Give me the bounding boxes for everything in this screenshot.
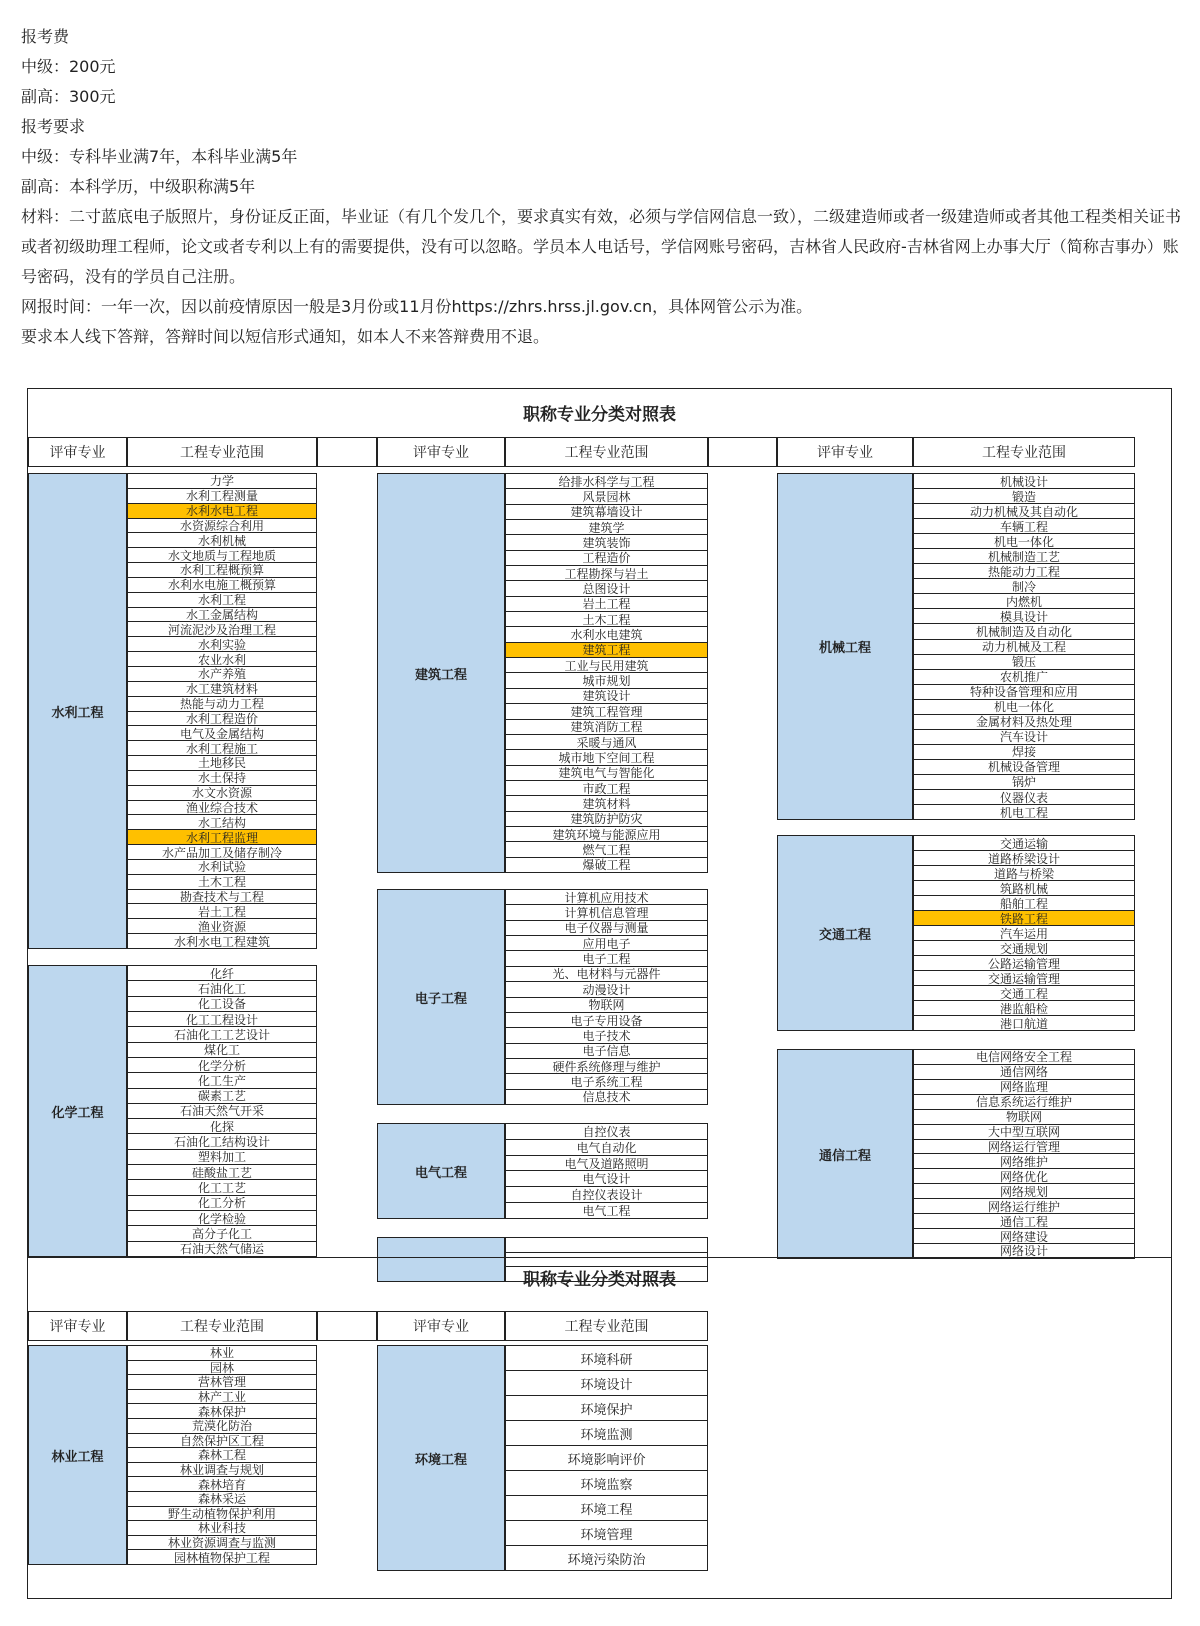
- scope-item: 建筑装饰: [506, 535, 707, 550]
- scope-item: 水产品加工及储存制冷: [128, 845, 316, 860]
- scope-item: 石油天然气开采: [128, 1104, 316, 1119]
- fee-senior: 副高：300元: [21, 87, 116, 106]
- scope-item: 机械制造工艺: [914, 549, 1134, 564]
- scope-item: 船舶工程: [914, 896, 1134, 911]
- scope-item: 农机推广: [914, 670, 1134, 685]
- scope-item: 车辆工程: [914, 519, 1134, 534]
- scope-item: 信息系统运行维护: [914, 1095, 1134, 1110]
- defense-notice: 要求本人线下答辩，答辩时间以短信形式通知，如本人不来答辩费用不退。: [21, 327, 550, 346]
- category-name: 建筑工程: [377, 473, 505, 873]
- scope-item: 森林保护: [128, 1404, 316, 1419]
- scope-item: 水利水电工程建筑: [128, 934, 316, 949]
- scope-item: 森林工程: [128, 1448, 316, 1463]
- scope-item: 水土保持: [128, 771, 316, 786]
- scope-item: 水利水电工程: [128, 504, 316, 519]
- scope-item: 水产养殖: [128, 667, 316, 682]
- scope-item: 筑路机械: [914, 881, 1134, 896]
- scope-item: 建筑幕墙设计: [506, 505, 707, 520]
- scope-list: [127, 473, 317, 949]
- scope-item: 水利试验: [128, 860, 316, 875]
- scope-item: 林业资源调查与监测: [128, 1536, 316, 1551]
- scope-item: 交通运输管理: [914, 971, 1134, 986]
- scope-item: 水利工程概预算: [128, 563, 316, 578]
- table-title-2: 职称专业分类对照表: [28, 1257, 1171, 1302]
- category-block-tongxin: [777, 1049, 1135, 1259]
- scope-item: 汽车运用: [914, 926, 1134, 941]
- scope-item: 化工生产: [128, 1073, 316, 1088]
- scope-item: 化探: [128, 1119, 316, 1134]
- scope-item: 化工工程设计: [128, 1012, 316, 1027]
- scope-item: 动漫设计: [506, 982, 707, 997]
- scope-item: 渔业资源: [128, 919, 316, 934]
- scope-list: [505, 889, 708, 1105]
- category-block-jixie: [777, 473, 1135, 820]
- scope-item: 硬件系统修理与维护: [506, 1059, 707, 1074]
- scope-item: 网络监理: [914, 1080, 1134, 1095]
- scope-item: 建筑防护防灾: [506, 812, 707, 827]
- scope-item: 动力机械及工程: [914, 640, 1134, 655]
- scope-item: 水文地质与工程地质: [128, 548, 316, 563]
- scope-item: 自控仪表设计: [506, 1187, 707, 1203]
- scope-item: 网络维护: [914, 1154, 1134, 1169]
- scope-item: 机械设备管理: [914, 760, 1134, 775]
- category-name: 电子工程: [377, 889, 505, 1105]
- scope-list: [913, 473, 1135, 820]
- scope-item: 电气及金属结构: [128, 726, 316, 741]
- scope-item: 石油天然气储运: [128, 1242, 316, 1257]
- scope-item: 公路运输管理: [914, 956, 1134, 971]
- scope-item: 机械制造及自动化: [914, 624, 1134, 639]
- scope-item: 电子工程: [506, 951, 707, 966]
- scope-item: 煤化工: [128, 1043, 316, 1058]
- category-name: 交通工程: [777, 835, 913, 1031]
- scope-item: 水利工程监理: [128, 830, 316, 845]
- scope-item: 交通规划: [914, 941, 1134, 956]
- scope-item: 荒漠化防治: [128, 1419, 316, 1434]
- scope-item: 林业: [128, 1346, 316, 1361]
- scope-item: 石油化工结构设计: [128, 1134, 316, 1149]
- fee-heading: 报考费: [21, 27, 70, 46]
- scope-item: 通信网络: [914, 1065, 1134, 1080]
- scope-item: 化学检验: [128, 1211, 316, 1226]
- scope-item: 建筑电气与智能化: [506, 766, 707, 781]
- scope-item: 石油化工工艺设计: [128, 1027, 316, 1042]
- scope-item: 水利机械: [128, 533, 316, 548]
- category-block-jiaotong: [777, 835, 1135, 1031]
- scope-item: 港口航道: [914, 1016, 1134, 1031]
- scope-item: 工程造价: [506, 551, 707, 566]
- scope-item: 爆破工程: [506, 858, 707, 873]
- scope-item: 水利水电建筑: [506, 627, 707, 642]
- scope-item: 建筑工程: [506, 643, 707, 658]
- scope-list: [127, 1345, 317, 1565]
- scope-item: 自控仪表: [506, 1124, 707, 1140]
- category-name: 电气工程: [377, 1123, 505, 1219]
- category-block-huanjing: [377, 1345, 708, 1571]
- requirement-senior: 副高：本科学历，中级职称满5年: [21, 177, 256, 196]
- scope-item: 硅酸盐工艺: [128, 1165, 316, 1180]
- category-name: 化学工程: [28, 965, 127, 1257]
- scope-item: 水工金属结构: [128, 608, 316, 623]
- scope-item: 环境管理: [506, 1521, 707, 1546]
- scope-item: 热能与动力工程: [128, 697, 316, 712]
- category-block-shuili: [28, 473, 317, 949]
- header-category: 评审专业: [377, 1311, 505, 1341]
- scope-item: 市政工程: [506, 781, 707, 796]
- scope-item: 电信网络安全工程: [914, 1050, 1134, 1065]
- scope-item: 机械设计: [914, 474, 1134, 489]
- classification-table: [27, 388, 1172, 1599]
- scope-item: 水文水资源: [128, 786, 316, 801]
- scope-item: 电气及道路照明: [506, 1156, 707, 1172]
- scope-item: 土地移民: [128, 756, 316, 771]
- scope-item: 城市规划: [506, 673, 707, 688]
- materials-text: 材料：二寸蓝底电子版照片，身份证反正面，毕业证（有几个发几个，要求真实有效，必须与学信网信息一致），二级建造师或者一级建造师或者其他工程类相关证书或者初级助理工程师，论文或者专利以上有的需要提供，没有可以忽略。学员本人电话号，学信网账号密码，吉林省人民政府-吉林省网上办事大厅（简称吉事办）账号密码，没有的学员自己注册。: [21, 207, 1182, 286]
- scope-item: 环境监察: [506, 1471, 707, 1496]
- scope-item: 岩土工程: [128, 904, 316, 919]
- header-category: 评审专业: [28, 437, 127, 467]
- scope-list: [913, 1049, 1135, 1259]
- scope-item: 电子技术: [506, 1028, 707, 1043]
- scope-item: 电子信息: [506, 1044, 707, 1059]
- scope-item: 水利工程造价: [128, 712, 316, 727]
- category-block-huaxue: [28, 965, 317, 1257]
- scope-item: 林业科技: [128, 1521, 316, 1536]
- scope-item: 物联网: [914, 1110, 1134, 1125]
- intro-section: [21, 22, 1181, 352]
- scope-item: 林业调查与规划: [128, 1463, 316, 1478]
- category-name: 机械工程: [777, 473, 913, 820]
- category-block-dianqi: [377, 1123, 708, 1219]
- scope-item: 港监船检: [914, 1001, 1134, 1016]
- header-category: 评审专业: [28, 1311, 127, 1341]
- scope-item: 锅炉: [914, 775, 1134, 790]
- scope-list: [505, 473, 708, 873]
- scope-item: 机电一体化: [914, 534, 1134, 549]
- scope-list: [127, 965, 317, 1257]
- scope-item: 道路与桥梁: [914, 866, 1134, 881]
- scope-item: 环境工程: [506, 1496, 707, 1521]
- scope-item: 燃气工程: [506, 842, 707, 857]
- scope-item: 环境保护: [506, 1396, 707, 1421]
- scope-item: 化学分析: [128, 1058, 316, 1073]
- scope-item: 石油化工: [128, 981, 316, 996]
- scope-item: 环境科研: [506, 1346, 707, 1371]
- scope-item: 农业水利: [128, 652, 316, 667]
- scope-item: 采暖与通风: [506, 735, 707, 750]
- scope-item: 森林采运: [128, 1492, 316, 1507]
- scope-item: 水利工程测量: [128, 489, 316, 504]
- scope-item: 网络优化: [914, 1169, 1134, 1184]
- registration-time: 网报时间：一年一次，因以前疫情原因一般是3月份或11月份https://zhrs.hrss.jl.gov.cn，具体网管公示为准。: [21, 297, 813, 316]
- scope-item: 电气设计: [506, 1171, 707, 1187]
- scope-item: 河流泥沙及治理工程: [128, 622, 316, 637]
- scope-item: 网络运行管理: [914, 1140, 1134, 1155]
- scope-item: 园林: [128, 1361, 316, 1376]
- header-gap: [708, 437, 777, 467]
- scope-item: 工程勘探与岩土: [506, 566, 707, 581]
- scope-item: 大中型互联网: [914, 1125, 1134, 1140]
- scope-item: 水工建筑材料: [128, 682, 316, 697]
- empty-row: [506, 1238, 707, 1253]
- scope-item: 网络运行维护: [914, 1199, 1134, 1214]
- category-block-linye: [28, 1345, 317, 1565]
- scope-item: 网络建设: [914, 1229, 1134, 1244]
- category-name: 环境工程: [377, 1345, 505, 1571]
- scope-item: 林产工业: [128, 1390, 316, 1405]
- category-name: 水利工程: [28, 473, 127, 949]
- table-title: 职称专业分类对照表: [523, 405, 676, 425]
- scope-item: 碳素工艺: [128, 1089, 316, 1104]
- scope-item: 模具设计: [914, 609, 1134, 624]
- scope-item: 建筑设计: [506, 689, 707, 704]
- requirement-intermediate: 中级：专科毕业满7年，本科毕业满5年: [21, 147, 298, 166]
- scope-item: 森林培育: [128, 1477, 316, 1492]
- scope-item: 汽车设计: [914, 730, 1134, 745]
- scope-item: 电气自动化: [506, 1140, 707, 1156]
- category-block-jianzhu: [377, 473, 708, 873]
- scope-item: 勘查技术与工程: [128, 890, 316, 905]
- scope-item: 电子专用设备: [506, 1013, 707, 1028]
- scope-item: 建筑环境与能源应用: [506, 827, 707, 842]
- scope-item: 道路桥梁设计: [914, 851, 1134, 866]
- category-name: 林业工程: [28, 1345, 127, 1565]
- scope-item: 建筑消防工程: [506, 720, 707, 735]
- scope-item: 锻压: [914, 655, 1134, 670]
- header-gap: [317, 437, 377, 467]
- scope-item: 化工设备: [128, 997, 316, 1012]
- header-category: 评审专业: [777, 437, 913, 467]
- scope-item: 水利水电施工概预算: [128, 578, 316, 593]
- scope-item: 焊接: [914, 745, 1134, 760]
- scope-list: [505, 1123, 708, 1219]
- header-gap: [317, 1311, 377, 1341]
- scope-item: 工业与民用建筑: [506, 658, 707, 673]
- scope-item: 信息技术: [506, 1090, 707, 1105]
- header-scope: 工程专业范围: [127, 1311, 317, 1341]
- scope-item: 环境设计: [506, 1371, 707, 1396]
- scope-item: 水利工程施工: [128, 741, 316, 756]
- scope-item: 机电工程: [914, 805, 1134, 820]
- scope-item: 环境影响评价: [506, 1446, 707, 1471]
- scope-item: 物联网: [506, 998, 707, 1013]
- scope-item: 建筑学: [506, 520, 707, 535]
- scope-item: 塑料加工: [128, 1150, 316, 1165]
- scope-item: 水资源综合利用: [128, 519, 316, 534]
- scope-item: 岩土工程: [506, 597, 707, 612]
- header-scope: 工程专业范围: [505, 437, 708, 467]
- scope-item: 电子系统工程: [506, 1074, 707, 1089]
- scope-item: 应用电子: [506, 936, 707, 951]
- scope-item: 城市地下空间工程: [506, 750, 707, 765]
- scope-item: 建筑材料: [506, 796, 707, 811]
- category-name: 通信工程: [777, 1049, 913, 1259]
- header-scope: 工程专业范围: [127, 437, 317, 467]
- scope-item: 水工结构: [128, 815, 316, 830]
- scope-item: 环境监测: [506, 1421, 707, 1446]
- scope-item: 通信工程: [914, 1214, 1134, 1229]
- requirements-heading: 报考要求: [21, 117, 86, 136]
- scope-item: 网络规划: [914, 1184, 1134, 1199]
- scope-item: 制冷: [914, 579, 1134, 594]
- scope-item: 化纤: [128, 966, 316, 981]
- category-block-dianzi: [377, 889, 708, 1105]
- scope-item: 渔业综合技术: [128, 801, 316, 816]
- scope-item: 金属材料及热处理: [914, 715, 1134, 730]
- scope-item: 铁路工程: [914, 911, 1134, 926]
- scope-item: 高分子化工: [128, 1226, 316, 1241]
- scope-item: 光、电材料与元器件: [506, 967, 707, 982]
- scope-item: 交通工程: [914, 986, 1134, 1001]
- scope-item: 仪器仪表: [914, 790, 1134, 805]
- scope-item: 风景园林: [506, 489, 707, 504]
- scope-item: 给排水科学与工程: [506, 474, 707, 489]
- header-scope: 工程专业范围: [913, 437, 1135, 467]
- scope-item: 野生动植物保护利用: [128, 1507, 316, 1522]
- scope-item: 电气工程: [506, 1203, 707, 1219]
- scope-item: 锻造: [914, 489, 1134, 504]
- header-scope: 工程专业范围: [505, 1311, 708, 1341]
- scope-item: 园林植物保护工程: [128, 1550, 316, 1565]
- scope-item: 力学: [128, 474, 316, 489]
- scope-item: 内燃机: [914, 594, 1134, 609]
- scope-item: 建筑工程管理: [506, 704, 707, 719]
- scope-item: 网络设计: [914, 1244, 1134, 1259]
- scope-item: 土木工程: [506, 612, 707, 627]
- scope-item: 电子仪器与测量: [506, 921, 707, 936]
- scope-item: 环境污染防治: [506, 1546, 707, 1571]
- scope-item: 总图设计: [506, 581, 707, 596]
- scope-item: 计算机信息管理: [506, 905, 707, 920]
- fee-intermediate: 中级：200元: [21, 57, 116, 76]
- scope-item: 特种设备管理和应用: [914, 685, 1134, 700]
- scope-item: 水利工程: [128, 593, 316, 608]
- scope-item: 化工分析: [128, 1196, 316, 1211]
- scope-item: 计算机应用技术: [506, 890, 707, 905]
- scope-item: 营林管理: [128, 1375, 316, 1390]
- scope-item: 土木工程: [128, 875, 316, 890]
- header-category: 评审专业: [377, 437, 505, 467]
- scope-item: 自然保护区工程: [128, 1434, 316, 1449]
- scope-list: [505, 1345, 708, 1571]
- scope-item: 水利实验: [128, 637, 316, 652]
- scope-item: 机电一体化: [914, 700, 1134, 715]
- scope-item: 化工工艺: [128, 1180, 316, 1195]
- scope-item: 热能动力工程: [914, 564, 1134, 579]
- scope-list: [913, 835, 1135, 1031]
- scope-item: 动力机械及其自动化: [914, 504, 1134, 519]
- scope-item: 交通运输: [914, 836, 1134, 851]
